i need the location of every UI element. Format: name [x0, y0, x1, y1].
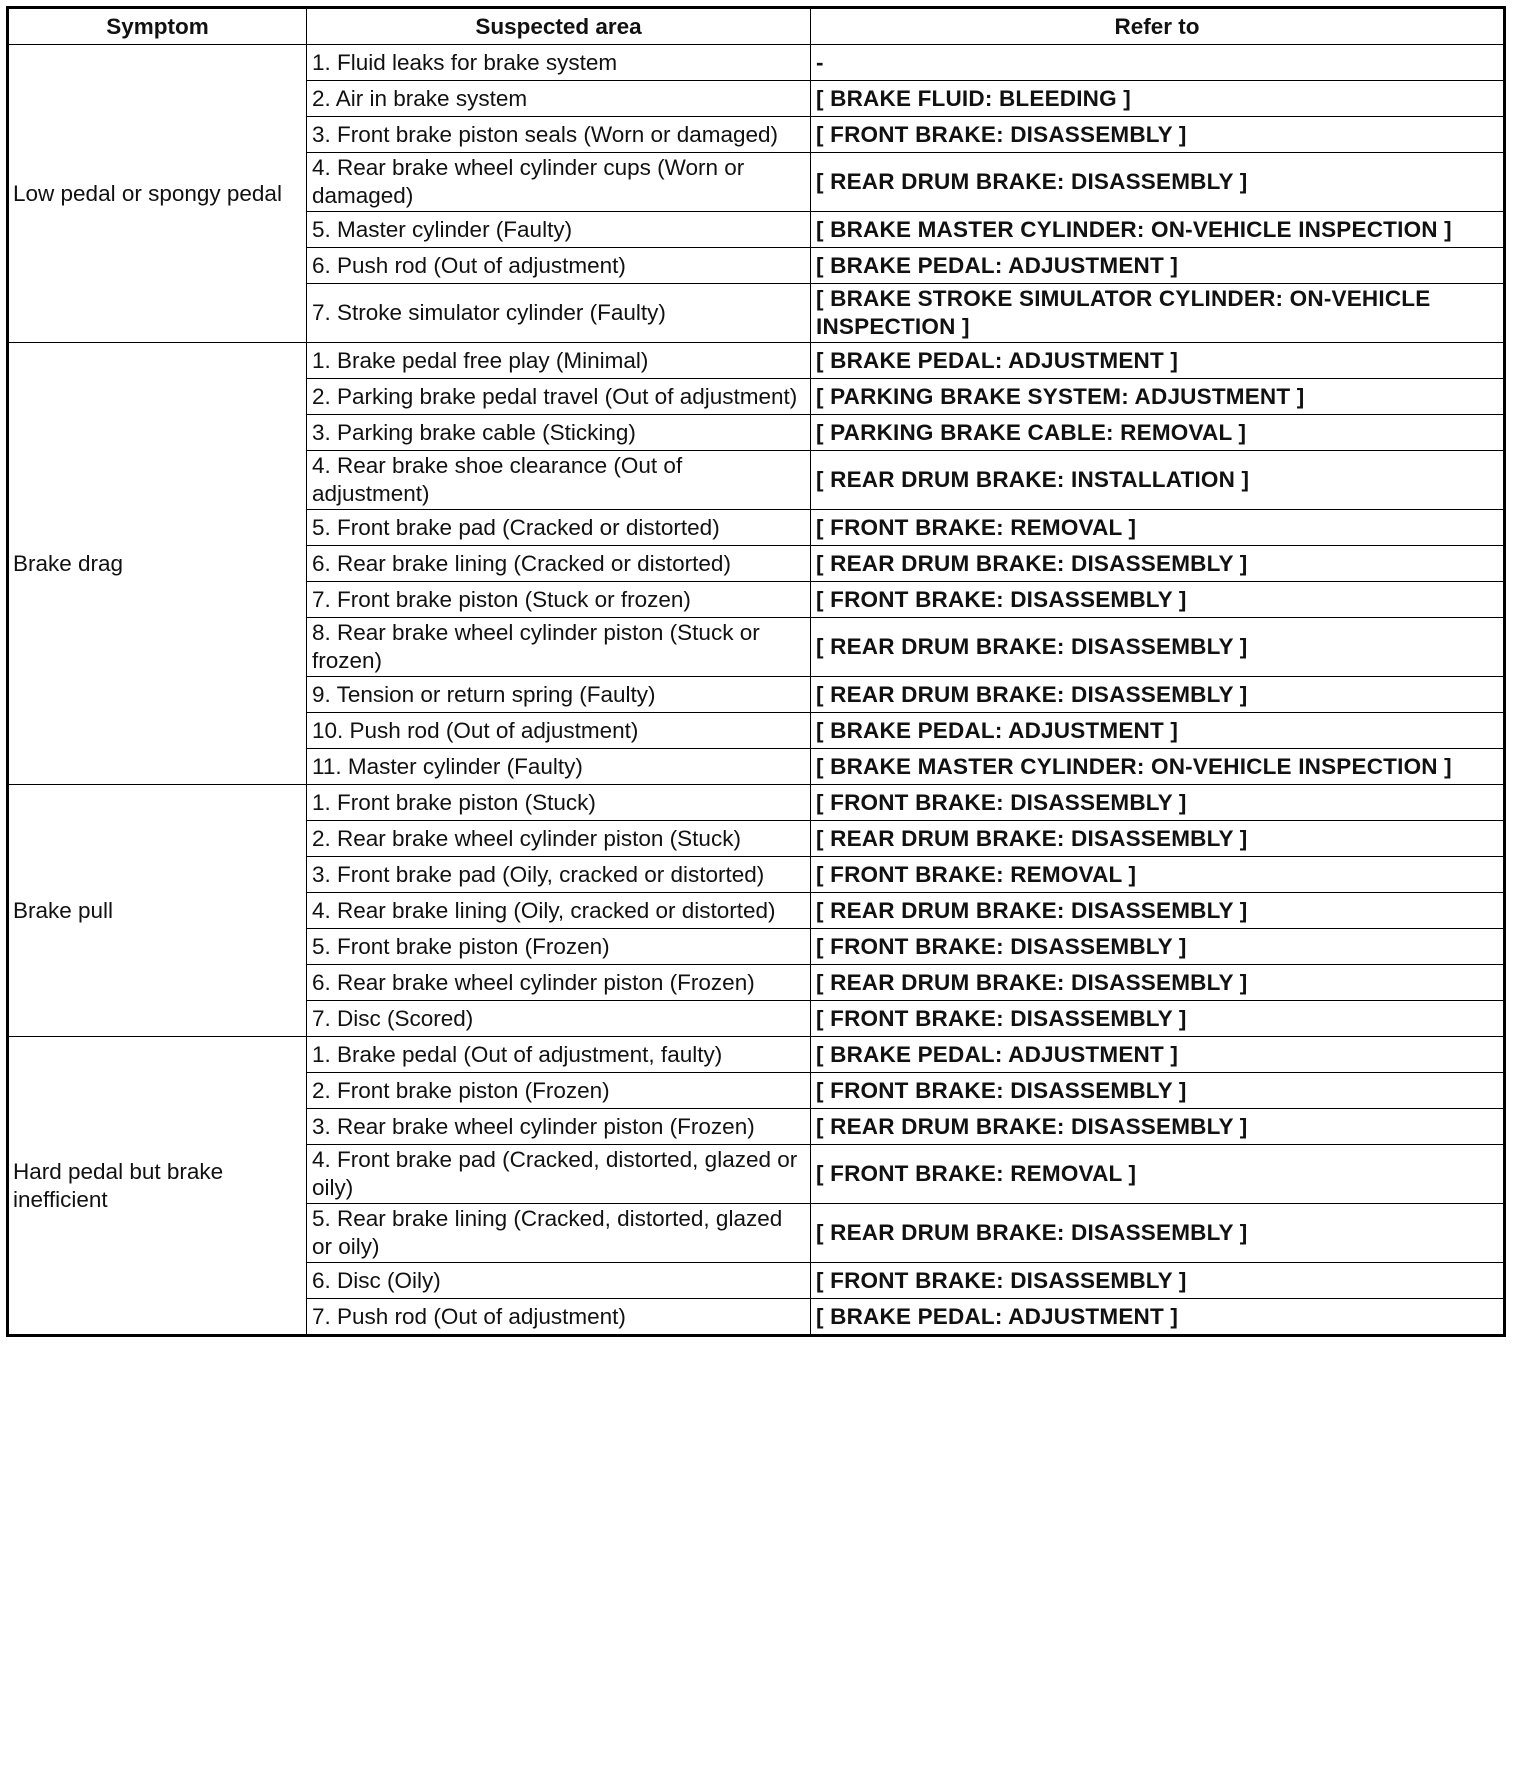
refer-to-cell: [ BRAKE PEDAL: ADJUSTMENT ]: [811, 1299, 1505, 1336]
suspected-area-cell: 4. Front brake pad (Cracked, distorted, glazed or oily): [307, 1145, 811, 1204]
refer-to-cell: [ BRAKE FLUID: BLEEDING ]: [811, 81, 1505, 117]
suspected-area-cell: 8. Rear brake wheel cylinder piston (Stuck or frozen): [307, 618, 811, 677]
suspected-area-cell: 2. Parking brake pedal travel (Out of adjustment): [307, 379, 811, 415]
refer-to-cell: [ REAR DRUM BRAKE: DISASSEMBLY ]: [811, 153, 1505, 212]
suspected-area-cell: 7. Front brake piston (Stuck or frozen): [307, 582, 811, 618]
symptom-cell: Hard pedal but brake inefficient: [8, 1037, 307, 1336]
suspected-area-cell: 2. Rear brake wheel cylinder piston (Stuck): [307, 821, 811, 857]
troubleshooting-table-container: [6, 6, 1506, 1337]
refer-to-cell: [ REAR DRUM BRAKE: DISASSEMBLY ]: [811, 546, 1505, 582]
refer-to-cell: [ BRAKE PEDAL: ADJUSTMENT ]: [811, 1037, 1505, 1073]
refer-to-cell: [ FRONT BRAKE: DISASSEMBLY ]: [811, 582, 1505, 618]
header-symptom: Symptom: [8, 8, 307, 45]
suspected-area-cell: 3. Front brake piston seals (Worn or damaged): [307, 117, 811, 153]
table-row: [8, 343, 1505, 379]
suspected-area-cell: 2. Front brake piston (Frozen): [307, 1073, 811, 1109]
header-row: [8, 8, 1505, 45]
refer-to-cell: [ FRONT BRAKE: DISASSEMBLY ]: [811, 929, 1505, 965]
suspected-area-cell: 7. Push rod (Out of adjustment): [307, 1299, 811, 1336]
refer-to-cell: [ FRONT BRAKE: DISASSEMBLY ]: [811, 1263, 1505, 1299]
suspected-area-cell: 2. Air in brake system: [307, 81, 811, 117]
suspected-area-cell: 6. Rear brake lining (Cracked or distorted): [307, 546, 811, 582]
refer-to-cell: [ REAR DRUM BRAKE: DISASSEMBLY ]: [811, 618, 1505, 677]
refer-to-cell: [ BRAKE PEDAL: ADJUSTMENT ]: [811, 343, 1505, 379]
refer-to-cell: [ PARKING BRAKE SYSTEM: ADJUSTMENT ]: [811, 379, 1505, 415]
header-suspected-area: Suspected area: [307, 8, 811, 45]
suspected-area-cell: 5. Front brake pad (Cracked or distorted): [307, 510, 811, 546]
suspected-area-cell: 10. Push rod (Out of adjustment): [307, 713, 811, 749]
refer-to-cell: [ BRAKE MASTER CYLINDER: ON-VEHICLE INSPECTION ]: [811, 749, 1505, 785]
suspected-area-cell: 5. Master cylinder (Faulty): [307, 212, 811, 248]
suspected-area-cell: 4. Rear brake shoe clearance (Out of adjustment): [307, 451, 811, 510]
suspected-area-cell: 1. Brake pedal (Out of adjustment, faulty): [307, 1037, 811, 1073]
suspected-area-cell: 7. Disc (Scored): [307, 1001, 811, 1037]
refer-to-cell: [ REAR DRUM BRAKE: DISASSEMBLY ]: [811, 1204, 1505, 1263]
refer-to-cell: [ PARKING BRAKE CABLE: REMOVAL ]: [811, 415, 1505, 451]
refer-to-cell: [ FRONT BRAKE: DISASSEMBLY ]: [811, 117, 1505, 153]
refer-to-cell: [ FRONT BRAKE: REMOVAL ]: [811, 857, 1505, 893]
suspected-area-cell: 5. Rear brake lining (Cracked, distorted, glazed or oily): [307, 1204, 811, 1263]
refer-to-cell: [ FRONT BRAKE: REMOVAL ]: [811, 1145, 1505, 1204]
suspected-area-cell: 1. Brake pedal free play (Minimal): [307, 343, 811, 379]
suspected-area-cell: 5. Front brake piston (Frozen): [307, 929, 811, 965]
refer-to-cell: [ FRONT BRAKE: REMOVAL ]: [811, 510, 1505, 546]
suspected-area-cell: 1. Fluid leaks for brake system: [307, 45, 811, 81]
refer-to-cell: [ FRONT BRAKE: DISASSEMBLY ]: [811, 785, 1505, 821]
suspected-area-cell: 6. Disc (Oily): [307, 1263, 811, 1299]
refer-to-cell: [ REAR DRUM BRAKE: INSTALLATION ]: [811, 451, 1505, 510]
table-row: [8, 1037, 1505, 1073]
refer-to-cell: [ BRAKE PEDAL: ADJUSTMENT ]: [811, 713, 1505, 749]
symptom-cell: Low pedal or spongy pedal: [8, 45, 307, 343]
refer-to-cell: [ FRONT BRAKE: DISASSEMBLY ]: [811, 1001, 1505, 1037]
refer-to-cell: [ REAR DRUM BRAKE: DISASSEMBLY ]: [811, 677, 1505, 713]
suspected-area-cell: 3. Rear brake wheel cylinder piston (Frozen): [307, 1109, 811, 1145]
symptom-cell: Brake pull: [8, 785, 307, 1037]
suspected-area-cell: 4. Rear brake wheel cylinder cups (Worn or damaged): [307, 153, 811, 212]
suspected-area-cell: 11. Master cylinder (Faulty): [307, 749, 811, 785]
refer-to-cell: [ BRAKE PEDAL: ADJUSTMENT ]: [811, 248, 1505, 284]
suspected-area-cell: 7. Stroke simulator cylinder (Faulty): [307, 284, 811, 343]
suspected-area-cell: 6. Push rod (Out of adjustment): [307, 248, 811, 284]
refer-to-cell: -: [811, 45, 1505, 81]
table-row: [8, 45, 1505, 81]
refer-to-cell: [ REAR DRUM BRAKE: DISASSEMBLY ]: [811, 893, 1505, 929]
refer-to-cell: [ REAR DRUM BRAKE: DISASSEMBLY ]: [811, 821, 1505, 857]
table-row: [8, 785, 1505, 821]
suspected-area-cell: 1. Front brake piston (Stuck): [307, 785, 811, 821]
refer-to-cell: [ FRONT BRAKE: DISASSEMBLY ]: [811, 1073, 1505, 1109]
table-body: [8, 45, 1505, 1336]
suspected-area-cell: 9. Tension or return spring (Faulty): [307, 677, 811, 713]
symptom-cell: Brake drag: [8, 343, 307, 785]
suspected-area-cell: 6. Rear brake wheel cylinder piston (Frozen): [307, 965, 811, 1001]
troubleshooting-table: [6, 6, 1506, 1337]
header-refer-to: Refer to: [811, 8, 1505, 45]
suspected-area-cell: 4. Rear brake lining (Oily, cracked or distorted): [307, 893, 811, 929]
refer-to-cell: [ BRAKE MASTER CYLINDER: ON-VEHICLE INSPECTION ]: [811, 212, 1505, 248]
suspected-area-cell: 3. Parking brake cable (Sticking): [307, 415, 811, 451]
refer-to-cell: [ REAR DRUM BRAKE: DISASSEMBLY ]: [811, 1109, 1505, 1145]
refer-to-cell: [ BRAKE STROKE SIMULATOR CYLINDER: ON-VEHICLE INSPECTION ]: [811, 284, 1505, 343]
refer-to-cell: [ REAR DRUM BRAKE: DISASSEMBLY ]: [811, 965, 1505, 1001]
suspected-area-cell: 3. Front brake pad (Oily, cracked or distorted): [307, 857, 811, 893]
